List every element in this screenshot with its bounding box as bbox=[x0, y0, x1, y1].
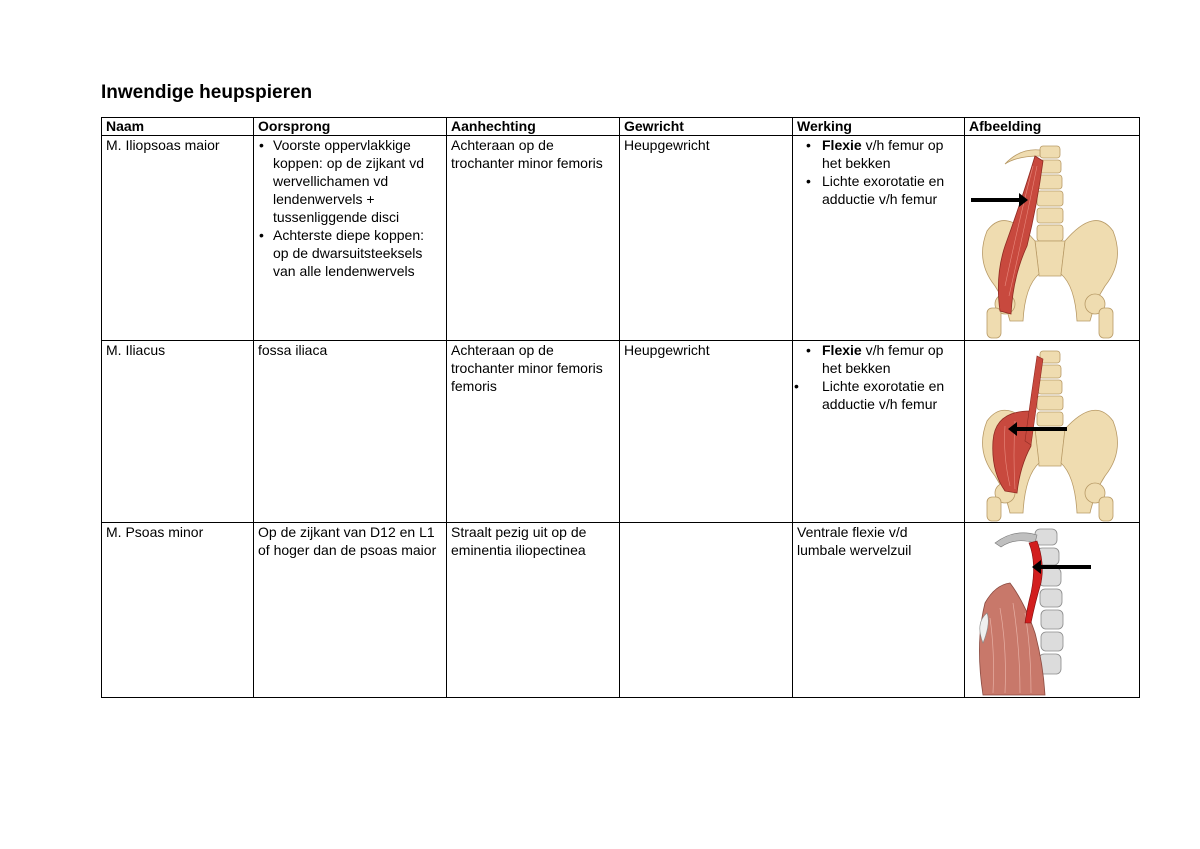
oorsprong-list bbox=[258, 136, 442, 280]
werking-text: v/h femur op het bekken bbox=[822, 342, 944, 376]
werking-bold: Flexie bbox=[822, 342, 862, 358]
cell-naam: M. Psoas minor bbox=[102, 523, 254, 698]
table-header-row bbox=[102, 118, 1140, 136]
cell-afbeelding bbox=[965, 523, 1140, 698]
werking-bold: Flexie bbox=[822, 137, 862, 153]
column-header-oorsprong: Oorsprong bbox=[254, 118, 447, 136]
psoas-minor-illustration bbox=[965, 523, 1139, 697]
iliacus-illustration bbox=[965, 341, 1139, 522]
cell-oorsprong: Op de zijkant van D12 en L1 of hoger dan de psoas maior bbox=[254, 523, 447, 698]
arrow-icon bbox=[971, 193, 1028, 207]
column-header-werking: Werking bbox=[793, 118, 965, 136]
muscle-table bbox=[101, 117, 1140, 698]
table-row bbox=[102, 523, 1140, 698]
werking-list bbox=[797, 136, 960, 208]
table-row bbox=[102, 136, 1140, 341]
cell-oorsprong bbox=[254, 136, 447, 341]
cell-oorsprong: fossa iliaca bbox=[254, 341, 447, 523]
cell-gewricht bbox=[620, 523, 793, 698]
cell-werking bbox=[793, 136, 965, 341]
cell-afbeelding bbox=[965, 341, 1140, 523]
cell-gewricht: Heupgewricht bbox=[620, 136, 793, 341]
werking-text: v/h femur op het bekken bbox=[822, 137, 944, 171]
column-header-afbeelding: Afbeelding bbox=[965, 118, 1140, 136]
column-header-naam: Naam bbox=[102, 118, 254, 136]
cell-gewricht: Heupgewricht bbox=[620, 341, 793, 523]
cell-aanhechting: Achteraan op de trochanter minor femoris femoris bbox=[447, 341, 620, 523]
column-header-aanhechting: Aanhechting bbox=[447, 118, 620, 136]
column-header-gewricht: Gewricht bbox=[620, 118, 793, 136]
list-item bbox=[797, 136, 960, 172]
page-title: Inwendige heupspieren bbox=[101, 82, 313, 103]
table-row bbox=[102, 341, 1140, 523]
cell-aanhechting: Achteraan op de trochanter minor femoris bbox=[447, 136, 620, 341]
list-item bbox=[797, 341, 960, 377]
list-item: • Voorste oppervlakkige koppen: op de zijkant vd wervellichamen vd lendenwervels + tussenliggende disci bbox=[258, 136, 442, 226]
cell-werking: Ventrale flexie v/d lumbale wervelzuil bbox=[793, 523, 965, 698]
werking-text: Lichte exorotatie en adductie v/h femur bbox=[822, 378, 945, 412]
iliopsoas-illustration bbox=[965, 136, 1139, 340]
cell-naam: M. Iliacus bbox=[102, 341, 254, 523]
cell-werking bbox=[793, 341, 965, 523]
cell-afbeelding bbox=[965, 136, 1140, 341]
list-item: • Achterste diepe koppen: op de dwarsuitsteeksels van alle lendenwervels bbox=[258, 226, 442, 280]
werking-list bbox=[797, 341, 960, 413]
list-item bbox=[797, 172, 960, 208]
list-item bbox=[797, 377, 960, 413]
cell-aanhechting: Straalt pezig uit op de eminentia iliopectinea bbox=[447, 523, 620, 698]
werking-text: Lichte exorotatie en adductie v/h femur bbox=[822, 173, 945, 207]
cell-naam: M. Iliopsoas maior bbox=[102, 136, 254, 341]
